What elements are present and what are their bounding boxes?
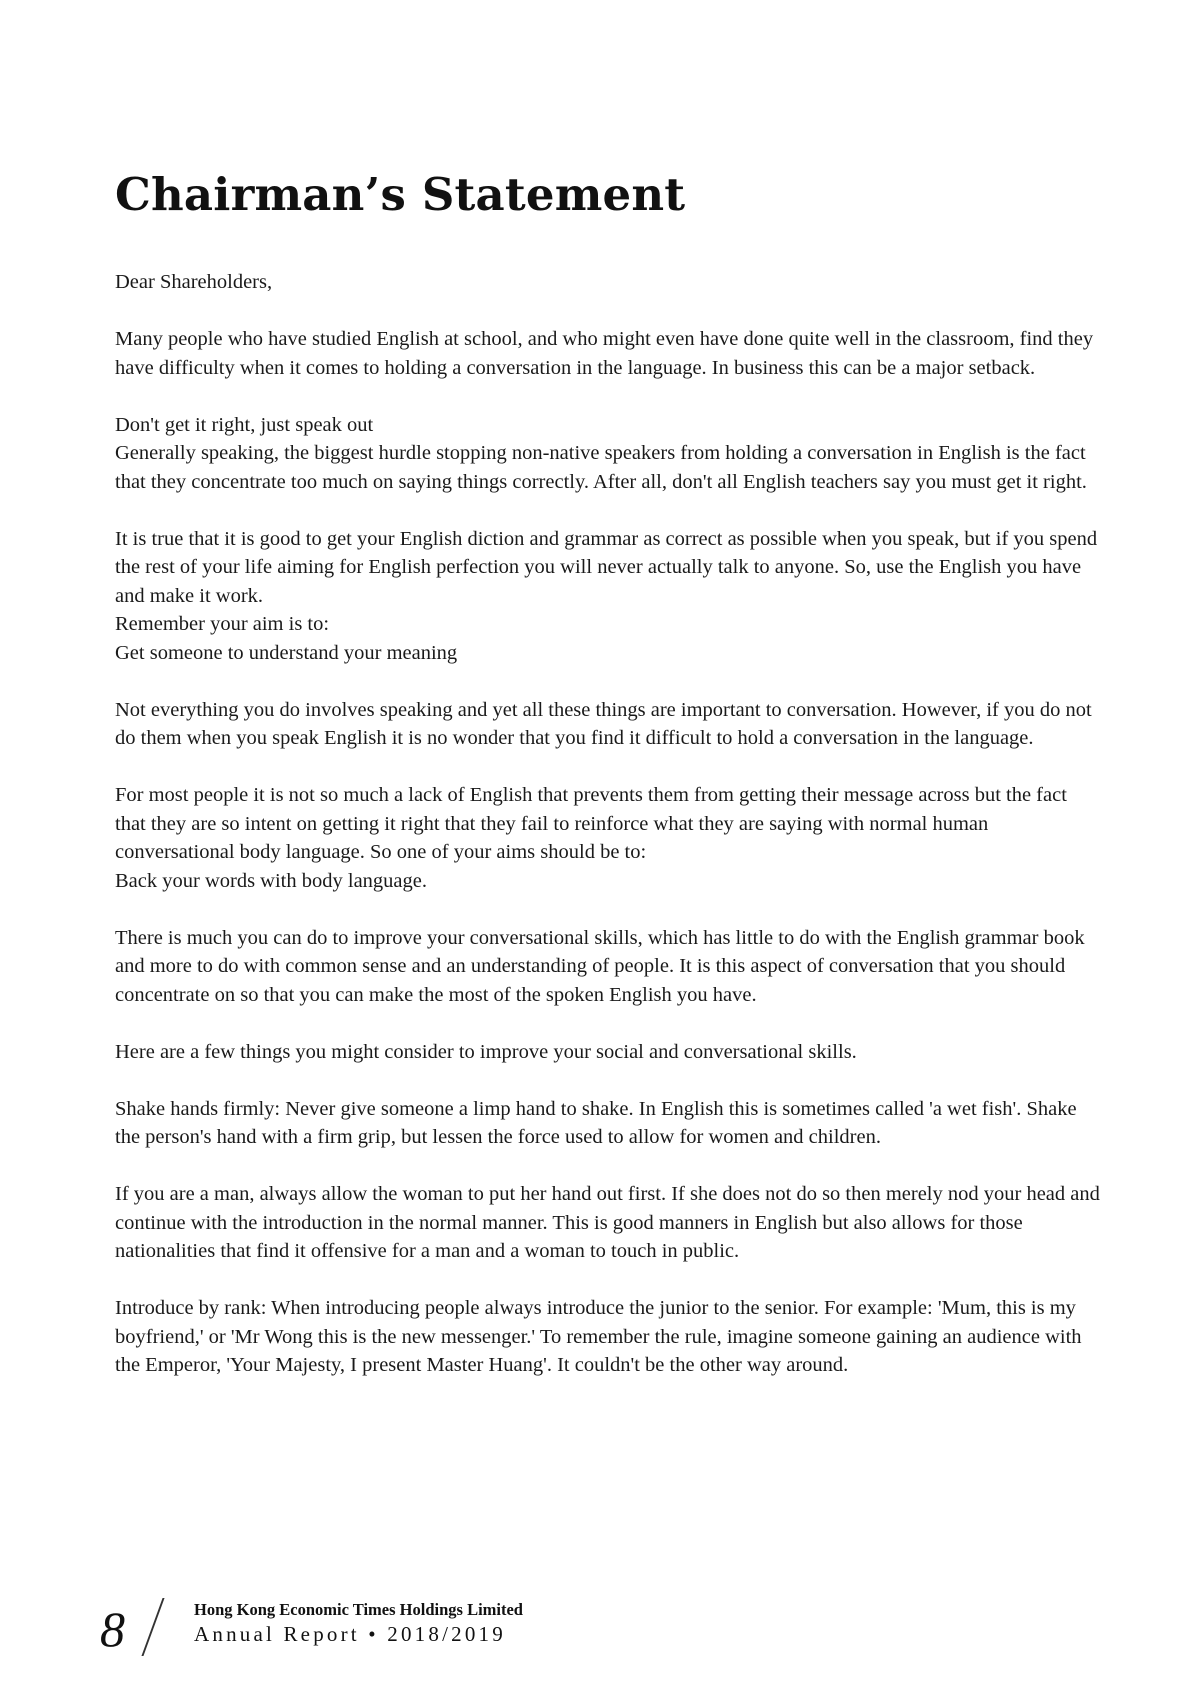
paragraph xyxy=(115,268,1100,297)
paragraph-line: Not everything you do involves speaking and yet all these things are important to conversation. However, if you do not do them when you speak English it is no wonder that you find it difficult to hold a conversation in the language. xyxy=(115,698,1092,749)
paragraph-line: Introduce by rank: When introducing people always introduce the junior to the senior. For example: 'Mum, this is my boyfriend,' or 'Mr Wong this is the new messenger.' To remember the rule, imagine someone gaining an audience with the Emperor, 'Your Majesty, I present Master Huang'. It couldn't be the other way around. xyxy=(115,1297,1082,1376)
paragraph xyxy=(115,696,1100,753)
paragraph-line: Back your words with body language. xyxy=(115,869,427,892)
paragraph-line: Many people who have studied English at school, and who might even have done quite well in the classroom, find they have difficulty when it comes to holding a conversation in the language. In business this can be a major setback. xyxy=(115,328,1094,379)
footer-report-title: Annual Report • 2018/2019 xyxy=(194,1622,506,1646)
paragraph xyxy=(115,924,1100,1010)
paragraph-line: Shake hands firmly: Never give someone a limp hand to shake. In English this is sometimes called 'a wet fish'. Shake the person's hand with a firm grip, but lessen the force used to allow for women and children. xyxy=(115,1097,1077,1148)
paragraph xyxy=(115,1038,1100,1067)
paragraph-line: For most people it is not so much a lack of English that prevents them from getting their message across but the fact that they are so intent on getting it right that they fail to reinforce what they are saying with normal human conversational body language. So one of your aims should be to: xyxy=(115,784,1067,863)
paragraph-heading: Don't get it right, just speak out xyxy=(115,413,374,436)
paragraph-line: There is much you can do to improve your conversational skills, which has little to do with the English grammar book and more to do with common sense and an understanding of people. It is this aspect of conversation that you should concentrate on so that you can make the most of the spoken English you have. xyxy=(115,926,1085,1006)
paragraph xyxy=(115,325,1100,382)
paragraph-line: Here are a few things you might consider to improve your social and conversational skills. xyxy=(115,1040,857,1063)
footer-company-name: Hong Kong Economic Times Holdings Limited xyxy=(194,1600,523,1619)
paragraph-line: If you are a man, always allow the woman to put her hand out first. If she does not do so then merely nod your head and continue with the introduction in the normal manner. This is good manners in English but also allows for those nationalities that find it offensive for a man and a woman to touch in public. xyxy=(115,1183,1100,1262)
paragraph-line: Get someone to understand your meaning xyxy=(115,641,458,664)
paragraph xyxy=(115,781,1100,895)
paragraph xyxy=(115,525,1100,668)
page-title: Chairman’s Statement xyxy=(115,168,686,221)
paragraph xyxy=(115,1180,1100,1266)
statement-body xyxy=(115,268,1100,1408)
footer-divider xyxy=(141,1598,164,1656)
paragraph-line: Remember your aim is to: xyxy=(115,613,330,635)
paragraph-line: Dear Shareholders, xyxy=(115,271,273,293)
paragraph-line: Generally speaking, the biggest hurdle stopping non-native speakers from holding a conversation in English is the fact that they concentrate too much on saying things correctly. After all, don't all English teachers say you must get it right. xyxy=(115,442,1087,493)
paragraph xyxy=(115,1095,1100,1152)
paragraph xyxy=(115,411,1100,497)
page-number: 8 xyxy=(100,1601,125,1657)
paragraph xyxy=(115,1294,1100,1380)
paragraph-line: It is true that it is good to get your English diction and grammar as correct as possible when you speak, but if you spend the rest of your life aiming for English perfection you will never actually talk to anyone. So, use the English you have and make it work. xyxy=(115,527,1098,607)
